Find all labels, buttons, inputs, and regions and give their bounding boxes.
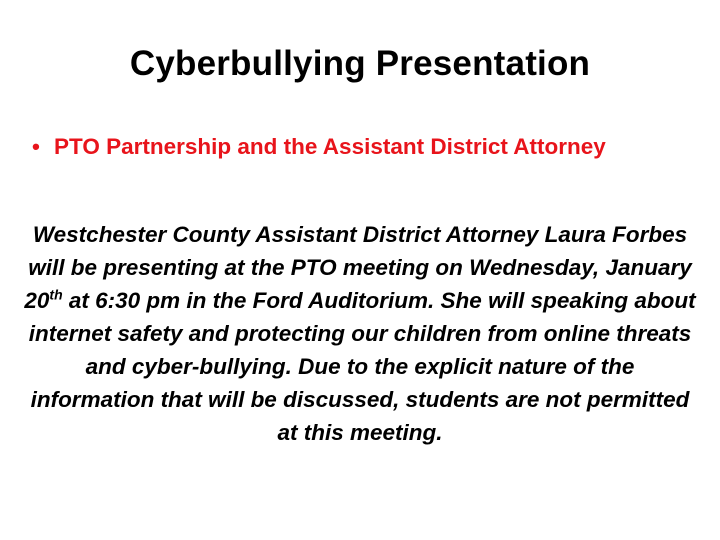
bullet-item bbox=[27, 134, 707, 160]
bullet-text: PTO Partnership and the Assistant District Attorney bbox=[54, 134, 606, 159]
announcement-text bbox=[22, 218, 698, 449]
ordinal-suffix: th bbox=[49, 286, 63, 303]
announcement-text-part1: Westchester County Assistant District Attorney Laura Forbes will be presenting at the PTO meeting on Wednesday, January 20 bbox=[24, 222, 692, 313]
announcement-text-part2: at 6:30 pm in the Ford Auditorium. She will speaking about internet safety and protecting our children from online threats and cyber-bullying. Due to the explicit nature of the information that will be discussed, students are not permitted at this meeting. bbox=[28, 288, 696, 445]
bullet-icon: • bbox=[32, 134, 40, 159]
slide-title: Cyberbullying Presentation bbox=[129, 44, 591, 83]
